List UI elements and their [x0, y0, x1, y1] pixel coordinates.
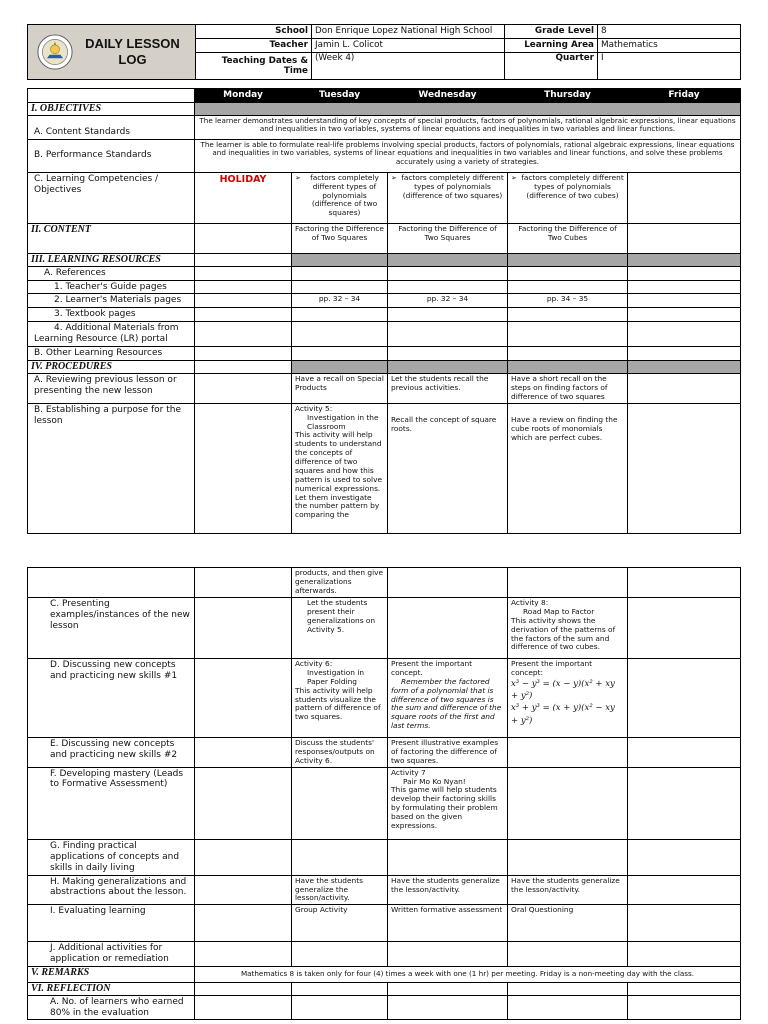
thursday-procedure-a: Have a short recall on the steps on finding factors of difference of two squares [508, 373, 628, 403]
grade-level-value: 8 [598, 25, 741, 39]
procedures-heading: IV. PROCEDURES [28, 360, 195, 373]
learning-resources-heading: III. LEARNING RESOURCES [28, 253, 195, 266]
day-monday: Monday [195, 89, 292, 103]
learners-materials-label: 2. Learner's Materials pages [28, 294, 195, 308]
grade-level-label: Grade Level [505, 25, 598, 39]
thursday-content: Factoring the Difference of Two Cubes [508, 223, 628, 253]
lesson-grid-bottom [27, 567, 741, 1020]
additional-materials-label: 4. Additional Materials from Learning Resource (LR) portal [28, 321, 195, 346]
arrow-bullet-icon: ➢ [511, 173, 517, 182]
teaching-dates-label: Teaching Dates & Time [196, 53, 312, 80]
procedure-c-label: C. Presenting examples/instances of the new lesson [28, 598, 195, 659]
learning-area-label: Learning Area [505, 39, 598, 53]
wednesday-competency: ➢ factors completely different types of polynomials (difference of two squares) [388, 172, 508, 223]
wednesday-procedure-a: Let the students recall the previous activities. [388, 373, 508, 403]
wednesday-procedure-h: Have the students generalize the lesson/activity. [388, 875, 508, 905]
tuesday-procedure-d: Activity 6: Investigation in Paper Folding This activity will help students visualize the pattern of difference of two squares. [292, 659, 388, 738]
tuesday-procedure-b-cont: products, and then give generalizations afterwards. [292, 568, 388, 598]
wednesday-procedure-i: Written formative assessment [388, 905, 508, 942]
day-header-row [28, 89, 741, 103]
tuesday-content: Factoring the Difference of Two Squares [292, 223, 388, 253]
arrow-bullet-icon: ➢ [391, 173, 397, 182]
arrow-bullet-icon: ➢ [295, 173, 301, 182]
procedure-d-label: D. Discussing new concepts and practicing new skills #1 [28, 659, 195, 738]
thursday-lm-pages: pp. 34 – 35 [508, 294, 628, 308]
procedure-b-label: B. Establishing a purpose for the lesson [28, 403, 195, 533]
remarks-heading: V. REMARKS [28, 966, 195, 982]
reflection-a-label: A. No. of learners who earned 80% in the evaluation [28, 995, 195, 1020]
procedure-e-label: E. Discussing new concepts and practicing new skills #2 [28, 738, 195, 768]
other-resources-label: B. Other Learning Resources [28, 346, 195, 360]
learning-area-value: Mathematics [598, 39, 741, 53]
monday-holiday: HOLIDAY [195, 172, 292, 223]
day-thursday: Thursday [508, 89, 628, 103]
sum-of-cubes-formula: x³ + y³ = (x + y)(x² − xy + y²) [511, 703, 615, 726]
thursday-procedure-h: Have the students generalize the lesson/activity. [508, 875, 628, 905]
procedure-j-label: J. Additional activities for application or remediation [28, 942, 195, 967]
thursday-procedure-i: Oral Questioning [508, 905, 628, 942]
day-friday: Friday [628, 89, 741, 103]
thursday-procedure-b: Have a review on finding the cube roots of monomials which are perfect cubes. [508, 403, 628, 533]
tuesday-procedure-i: Group Activity [292, 905, 388, 942]
difference-of-cubes-formula: x³ − y³ = (x − y)(x² + xy + y²) [511, 678, 615, 702]
wednesday-procedure-e: Present illustrative examples of factoring the difference of two squares. [388, 738, 508, 768]
tuesday-procedure-c: Let the students present their generalizations on Activity 5. [292, 598, 388, 659]
procedure-i-label: I. Evaluating learning [28, 905, 195, 942]
wednesday-procedure-f: Activity 7 Pair Mo Ko Nyan! This game will help students develop their factoring skills by formulating their problem based on the given expressions. [388, 767, 508, 839]
tuesday-lm-pages: pp. 32 – 34 [292, 294, 388, 308]
lesson-grid-top [27, 88, 741, 534]
quarter-value: I [598, 53, 741, 80]
textbook-pages-label: 3. Textbook pages [28, 308, 195, 322]
teacher-label: Teacher [196, 39, 312, 53]
header-logo-cell [28, 25, 196, 80]
thursday-procedure-c: Activity 8: Road Map to Factor This activity shows the derivation of the patterns of the factors of the sum and difference of two cubes. [508, 598, 628, 659]
learning-competencies-label: C. Learning Competencies / Objectives [28, 172, 195, 223]
school-label: School [196, 25, 312, 39]
wednesday-procedure-b: Recall the concept of square roots. [388, 403, 508, 533]
content-standards-text: The learner demonstrates understanding of key concepts of special products, factors of polynomials, rational algebraic expressions, linear equations and inequalities in two variables, systems of linear equations and inequalities in two variables and linear functions. [195, 115, 741, 139]
procedure-h-label: H. Making generalizations and abstractions about the lesson. [28, 875, 195, 905]
procedure-g-label: G. Finding practical applications of concepts and skills in daily living [28, 839, 195, 875]
performance-standards-text: The learner is able to formulate real-life problems involving special products, factors of polynomials, rational algebraic expressions, linear equations and inequalities in two variables, systems of linear equations and inequalities in two variables and linear functions, and solve these problems accurately using a variety of strategies. [195, 139, 741, 172]
thursday-procedure-d: Present the important concept: x³ − y³ = (x − y)(x² + xy + y²) x³ + y³ = (x + y)(x² − xy + y²) [508, 659, 628, 738]
reflection-heading: VI. REFLECTION [28, 982, 195, 995]
tuesday-procedure-a: Have a recall on Special Products [292, 373, 388, 403]
procedure-a-label: A. Reviewing previous lesson or presenting the new lesson [28, 373, 195, 403]
thursday-competency: ➢ factors completely different types of polynomials (difference of two cubes) [508, 172, 628, 223]
header-table [27, 24, 741, 80]
school-value: Don Enrique Lopez National High School [312, 25, 505, 39]
performance-standards-label: B. Performance Standards [28, 139, 195, 172]
tuesday-competency: ➢ factors completely different types of polynomials (difference of two squares) [292, 172, 388, 223]
procedure-f-label: F. Developing mastery (Leads to Formative Assessment) [28, 767, 195, 839]
references-label: A. References [28, 266, 195, 280]
wednesday-procedure-d: Present the important concept. Remember the factored form of a polynomial that is difference of two squares is the sum and difference of the square roots of the first and last terms. [388, 659, 508, 738]
content-standards-label: A. Content Standards [28, 115, 195, 139]
page-title: DAILY LESSON LOG [85, 35, 180, 67]
quarter-label: Quarter [505, 53, 598, 80]
wednesday-lm-pages: pp. 32 – 34 [388, 294, 508, 308]
day-wednesday: Wednesday [388, 89, 508, 103]
objectives-heading: I. OBJECTIVES [28, 102, 195, 115]
tuesday-procedure-h: Have the students generalize the lesson/activity. [292, 875, 388, 905]
remarks-text: Mathematics 8 is taken only for four (4) times a week with one (1 hr) per meeting. Friday is a non-meeting day with the class. [195, 966, 741, 982]
content-heading: II. CONTENT [28, 223, 195, 253]
wednesday-content: Factoring the Difference of Two Squares [388, 223, 508, 253]
teacher-value: Jamin L. Colicot [312, 39, 505, 53]
tuesday-procedure-b: Activity 5: Investigation in the Classroom This activity will help students to understand the concepts of difference of two squares and how this pattern is used to solve numerical expressions. Let them investigate the number pattern by comparing the [292, 403, 388, 533]
tuesday-procedure-e: Discuss the students' responses/outputs on Activity 6. [292, 738, 388, 768]
day-tuesday: Tuesday [292, 89, 388, 103]
deped-seal-icon [37, 34, 73, 70]
teachers-guide-label: 1. Teacher's Guide pages [28, 280, 195, 294]
teaching-dates-value: (Week 4) [312, 53, 505, 80]
